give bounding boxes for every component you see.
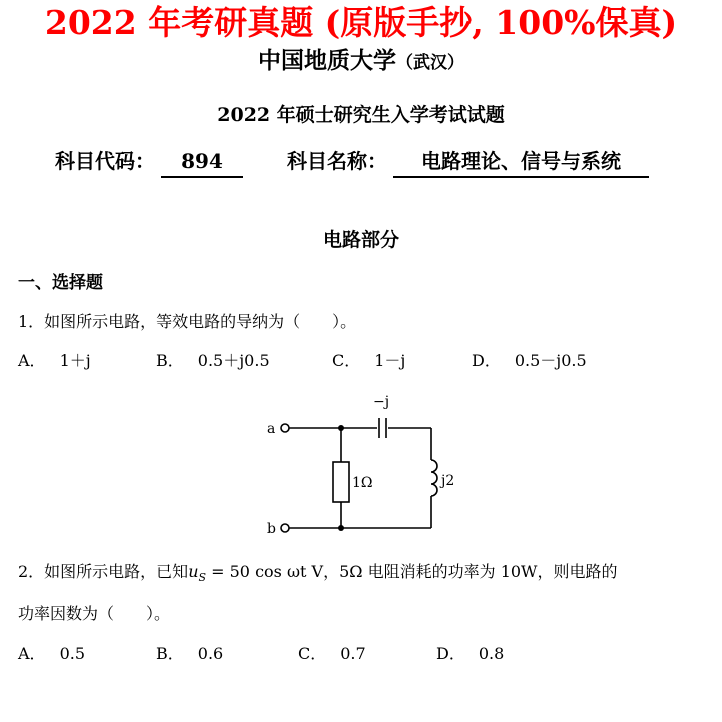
university-name-text: 中国地质大学 bbox=[258, 47, 396, 74]
q2-option-c-value: 0.7 bbox=[340, 644, 366, 663]
inductor-coil bbox=[431, 460, 437, 496]
subject-info bbox=[55, 146, 649, 178]
section-title: 电路部分 bbox=[322, 229, 399, 251]
q2-text-suffix: ，5Ω 电阻消耗的功率为 10W，则电路的 bbox=[323, 562, 618, 581]
label-inductor: j2 bbox=[441, 473, 455, 489]
label-terminal-a: a bbox=[267, 421, 276, 437]
q2-formula-u: u bbox=[188, 562, 199, 581]
question-2-line1 bbox=[18, 560, 618, 590]
q2-option-b-value: 0.6 bbox=[197, 644, 224, 663]
junction-bottom bbox=[338, 525, 344, 531]
q2-option-d bbox=[436, 642, 504, 666]
q1-option-c-letter: C． bbox=[332, 351, 361, 370]
q1-option-b bbox=[156, 349, 270, 373]
q2-option-b-letter: B． bbox=[156, 644, 184, 663]
question-2-line2: 功率因数为（ ）。 bbox=[18, 604, 171, 623]
q1-option-c-value: 1－j bbox=[374, 351, 406, 370]
q1-option-b-value: 0.5＋j0.5 bbox=[197, 351, 270, 370]
terminal-b-node bbox=[281, 524, 289, 532]
resistor-body bbox=[333, 462, 349, 502]
q1-option-b-letter: B． bbox=[156, 351, 184, 370]
label-terminal-b: b bbox=[267, 521, 276, 537]
q2-option-b bbox=[156, 642, 223, 666]
q2-formula-rest: = 50 cos ωt V bbox=[206, 562, 324, 581]
junction-top bbox=[338, 425, 344, 431]
q2-text-prefix: 2．如图所示电路，已知 bbox=[18, 562, 189, 581]
subject-name-label: 科目名称： bbox=[287, 149, 387, 173]
q1-option-a-letter: A． bbox=[18, 351, 46, 370]
university-city: （武汉） bbox=[396, 53, 464, 73]
q1-option-d-letter: D． bbox=[472, 351, 501, 370]
exam-title: 2022 年硕士研究生入学考试试题 bbox=[217, 104, 505, 126]
q1-option-a bbox=[18, 349, 91, 373]
subject-name: 电路理论、信号与系统 bbox=[393, 146, 649, 178]
q2-option-c bbox=[298, 642, 366, 666]
q2-formula-sub: S bbox=[198, 571, 207, 585]
circuit-diagram bbox=[255, 384, 465, 544]
q2-option-c-letter: C． bbox=[298, 644, 327, 663]
label-capacitor: −j bbox=[373, 394, 390, 410]
terminal-a-node bbox=[281, 424, 289, 432]
q2-option-a-letter: A． bbox=[18, 644, 46, 663]
q1-option-a-value: 1＋j bbox=[59, 351, 91, 370]
q2-option-a-value: 0.5 bbox=[59, 644, 86, 663]
q2-option-a bbox=[18, 642, 85, 666]
university-name bbox=[0, 46, 722, 78]
question-type-heading: 一、选择题 bbox=[18, 273, 103, 293]
subject-code: 894 bbox=[161, 146, 243, 178]
q2-option-d-letter: D． bbox=[436, 644, 465, 663]
q1-option-c bbox=[332, 349, 405, 373]
question-1-text: 1．如图所示电路，等效电路的导纳为（ ）。 bbox=[18, 312, 357, 331]
label-resistor: 1Ω bbox=[352, 475, 373, 491]
q1-option-d bbox=[472, 349, 587, 373]
banner-title: 2022 年考研真题 (原版手抄, 100%保真) bbox=[44, 3, 678, 42]
q1-option-d-value: 0.5－j0.5 bbox=[514, 351, 587, 370]
q2-option-d-value: 0.8 bbox=[478, 644, 505, 663]
subject-code-label: 科目代码： bbox=[55, 149, 155, 173]
